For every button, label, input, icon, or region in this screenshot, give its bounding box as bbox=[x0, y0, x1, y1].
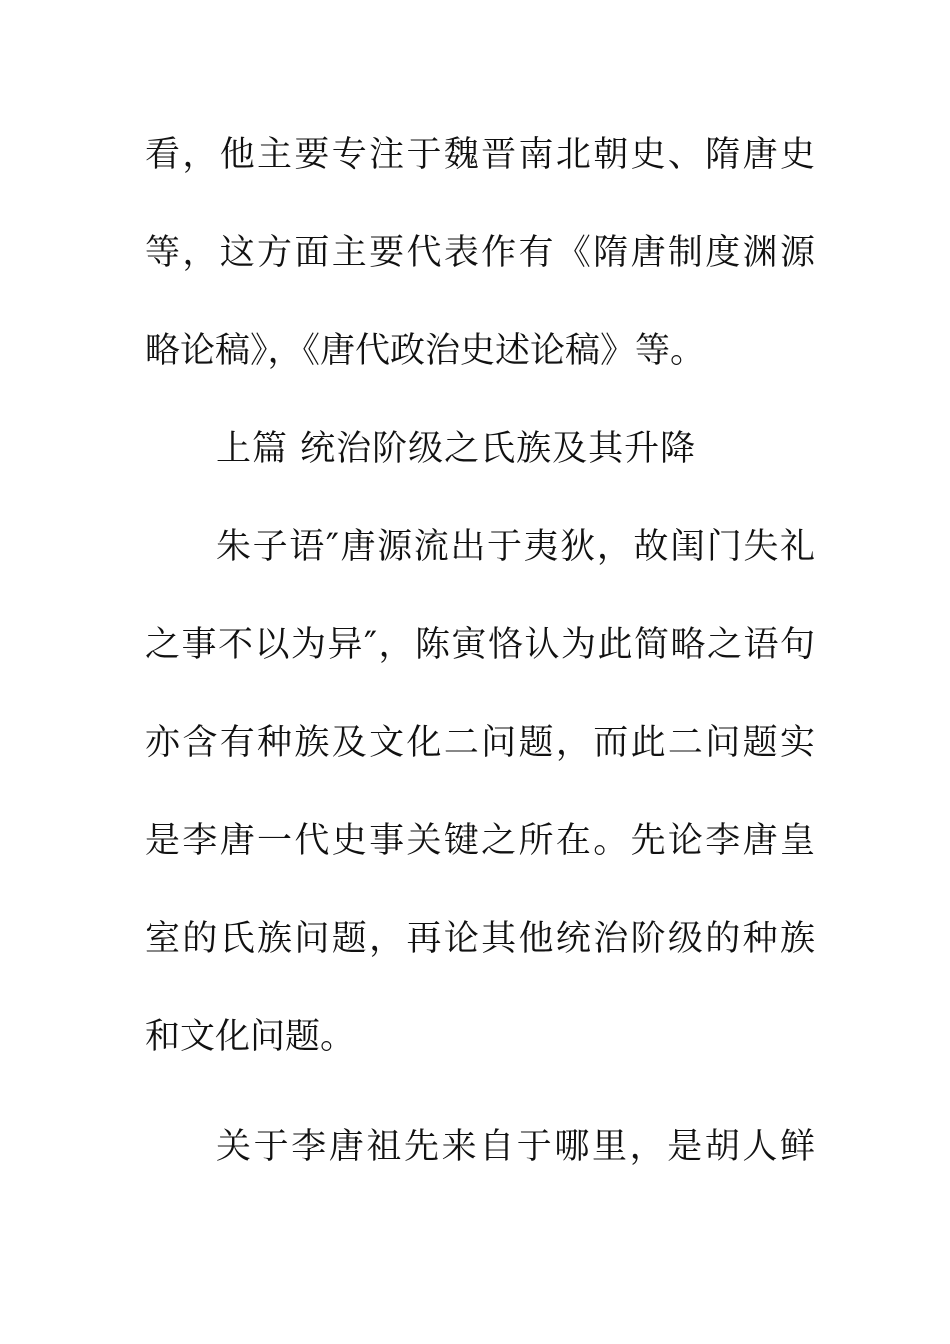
text-line: 和文化问题。 bbox=[145, 1017, 356, 1057]
text-line: 看，他主要专注于魏晋南北朝史、隋唐史 bbox=[145, 135, 815, 175]
text-line: 等，这方面主要代表作有《隋唐制度渊源 bbox=[145, 233, 815, 273]
text-line: 朱子语″唐源流出于夷狄，故闺门失礼 bbox=[216, 527, 815, 567]
text-line: 室的氏族问题，再论其他统治阶级的种族 bbox=[145, 919, 815, 959]
text-line: 亦含有种族及文化二问题，而此二问题实 bbox=[145, 723, 815, 763]
text-line: 之事不以为异″，陈寅恪认为此简略之语句 bbox=[145, 625, 815, 665]
text-line: 是李唐一代史事关键之所在。先论李唐皇 bbox=[145, 821, 815, 861]
text-line: 关于李唐祖先来自于哪里，是胡人鲜 bbox=[216, 1127, 815, 1167]
section-heading: 上篇 统治阶级之氏族及其升降 bbox=[216, 429, 697, 469]
text-line: 略论稿》，《唐代政治史述论稿》等。 bbox=[145, 331, 706, 371]
